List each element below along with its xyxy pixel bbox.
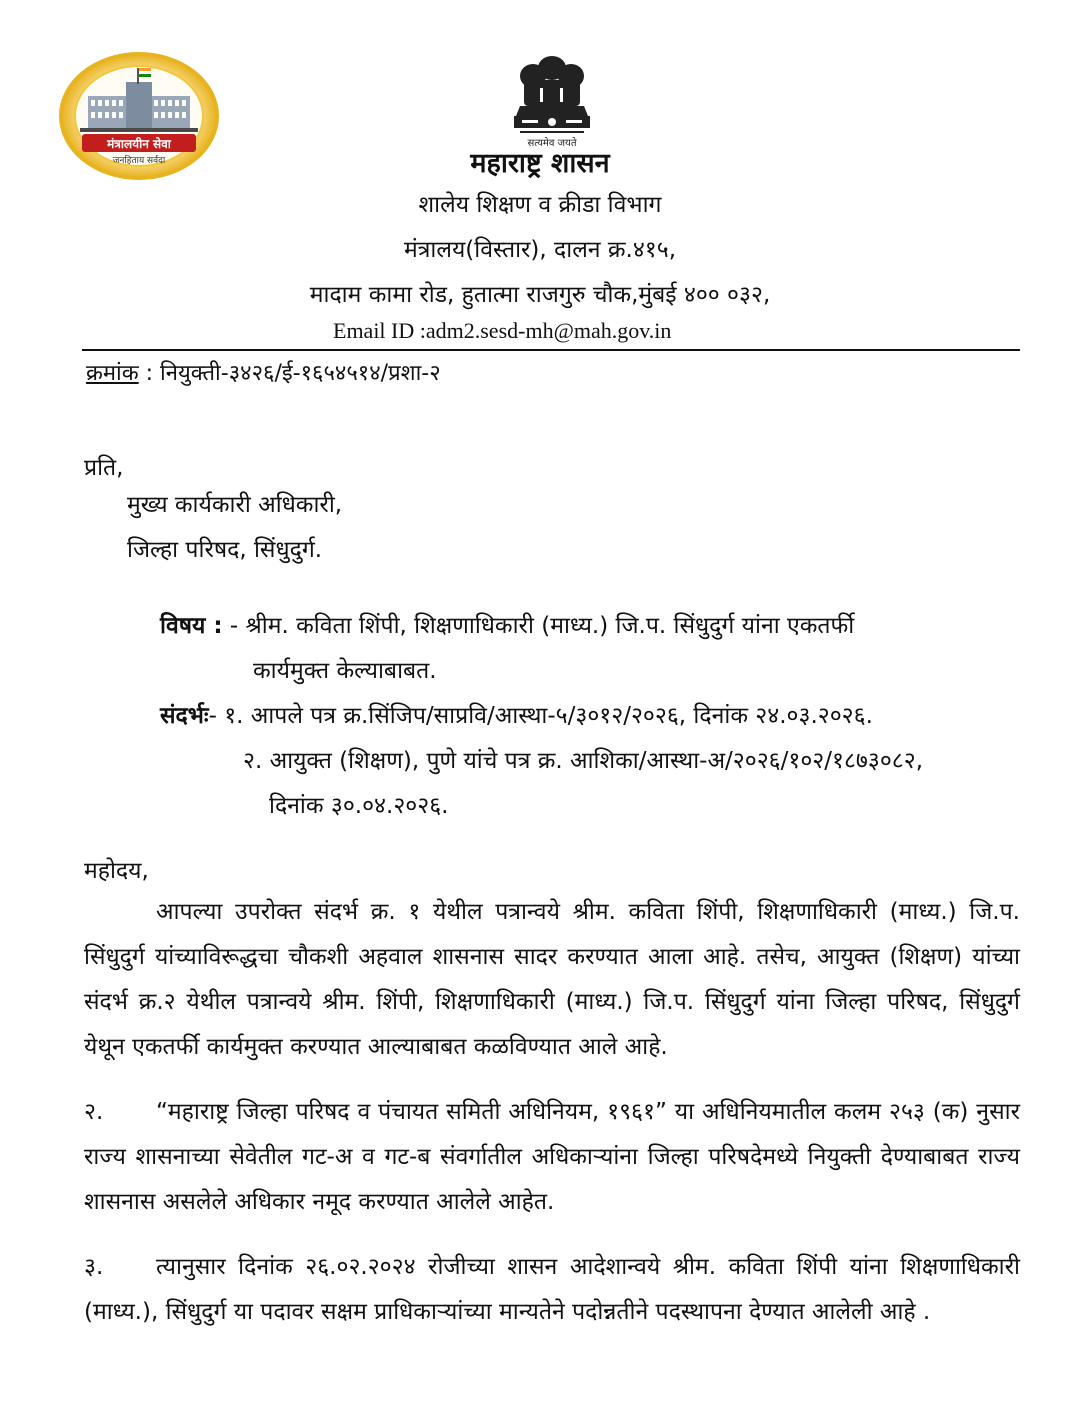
paragraph-3-text: त्यानुसार दिनांक २६.०२.२०२४ रोजीच्या शासन आदेशान्वये श्रीम. कविता शिंपी यांना शिक्षणाधिकारी (माध्य.), सिंधुदुर्ग या पदावर सक्षम प्राधिकाऱ्यांच्या मान्यतेने पदोन्नतीने पदस्थापना देण्यात आलेली आहे . (84, 1254, 1020, 1325)
recipient-line-2: जिल्हा परिषद, सिंधुदुर्ग. (127, 537, 323, 563)
address-line-1: मंत्रालय(विस्तार), दालन क्र.४१५, (403, 237, 677, 263)
header-divider (82, 349, 1020, 351)
government-name: महाराष्ट्र शासन (470, 148, 610, 179)
subject-line-2: कार्यमुक्त केल्याबाबत. (253, 658, 437, 684)
greeting: महोदय, (84, 858, 149, 884)
reference-value: : नियुक्ती-३४२६/ई-१६५४५१४/प्रशा-२ (138, 361, 441, 386)
national-emblem-icon (500, 50, 604, 150)
emblem-motto: सत्यमेव जयते (527, 138, 577, 149)
paragraph-3-number: ३. (84, 1254, 104, 1280)
seal-top-text: मंत्रालयीन सेवा (107, 137, 171, 151)
paragraph-2-text: “महाराष्ट्र जिल्हा परिषद व पंचायत समिती अधिनियम, १९६१” या अधिनियमातील कलम २५३ (क) नुसार राज्य शासनाच्या सेवेतील गट-अ व गट-ब संवर्गातील अधिकाऱ्यांना जिल्हा परिषदेमध्ये नियुक्ती देण्याबाबत राज्य शासनास असलेले अधिकार नमूद करण्यात आलेले आहेत. (84, 1099, 1020, 1215)
email-id: Email ID :adm2.sesd-mh@mah.gov.in (333, 318, 672, 343)
subject-text-1: - श्रीम. कविता शिंपी, शिक्षणाधिकारी (माध्य.) जि.प. सिंधुदुर्ग यांना एकतर्फी (222, 613, 855, 639)
recipient-to: प्रति, (84, 455, 124, 481)
subject-line-1 (160, 608, 854, 640)
paragraph-1: आपल्या उपरोक्त संदर्भ क्र. १ येथील पत्रान्वये श्रीम. कविता शिंपी, शिक्षणाधिकारी (माध्य.) जि.प. सिंधुदुर्ग यांच्याविरूद्धचा चौकशी अहवाल शासनास सादर करण्यात आला आहे. तसेच, आयुक्त (शिक्षण) यांच्या संदर्भ क्र.२ येथील पत्रान्वये श्रीम. शिंपी, शिक्षणाधिकारी (माध्य.) जि.प. सिंधुदुर्ग यांना जिल्हा परिषद, सिंधुदुर्ग येथून एकतर्फी कार्यमुक्त करण्यात आल्याबाबत कळविण्यात आले आहे. (84, 899, 1020, 1060)
reference-1 (160, 698, 873, 730)
references-label: संदर्भः (160, 703, 209, 729)
reference-2-line-1: २. आयुक्त (शिक्षण), पुणे यांचे पत्र क्र. आशिका/आस्था-अ/२०२६/१०२/१८७३०८२, (243, 748, 924, 774)
subject-label: विषय : (160, 613, 223, 639)
recipient-line-1: मुख्य कार्यकारी अधिकारी, (127, 492, 343, 518)
paragraph-2-number: २. (84, 1099, 104, 1125)
department-name: शालेय शिक्षण व क्रीडा विभाग (418, 192, 662, 218)
reference-label: क्रमांक (86, 361, 139, 386)
address-line-2: मादाम कामा रोड, हुतात्मा राजगुरु चौक,मुंबई ४०० ०३२, (309, 282, 771, 308)
seal-bottom-text: जनहिताय सर्वदा (112, 156, 166, 166)
reference-2-line-2: दिनांक ३०.०४.२०२६. (269, 793, 449, 819)
reference-number (86, 357, 441, 387)
paragraph-3 (84, 1245, 1020, 1335)
reference-1-text: - १. आपले पत्र क्र.सिंजिप/साप्रवि/आस्था-५/३०१२/२०२६, दिनांक २४.०३.२०२६. (208, 703, 873, 729)
paragraph-2 (84, 1090, 1020, 1225)
